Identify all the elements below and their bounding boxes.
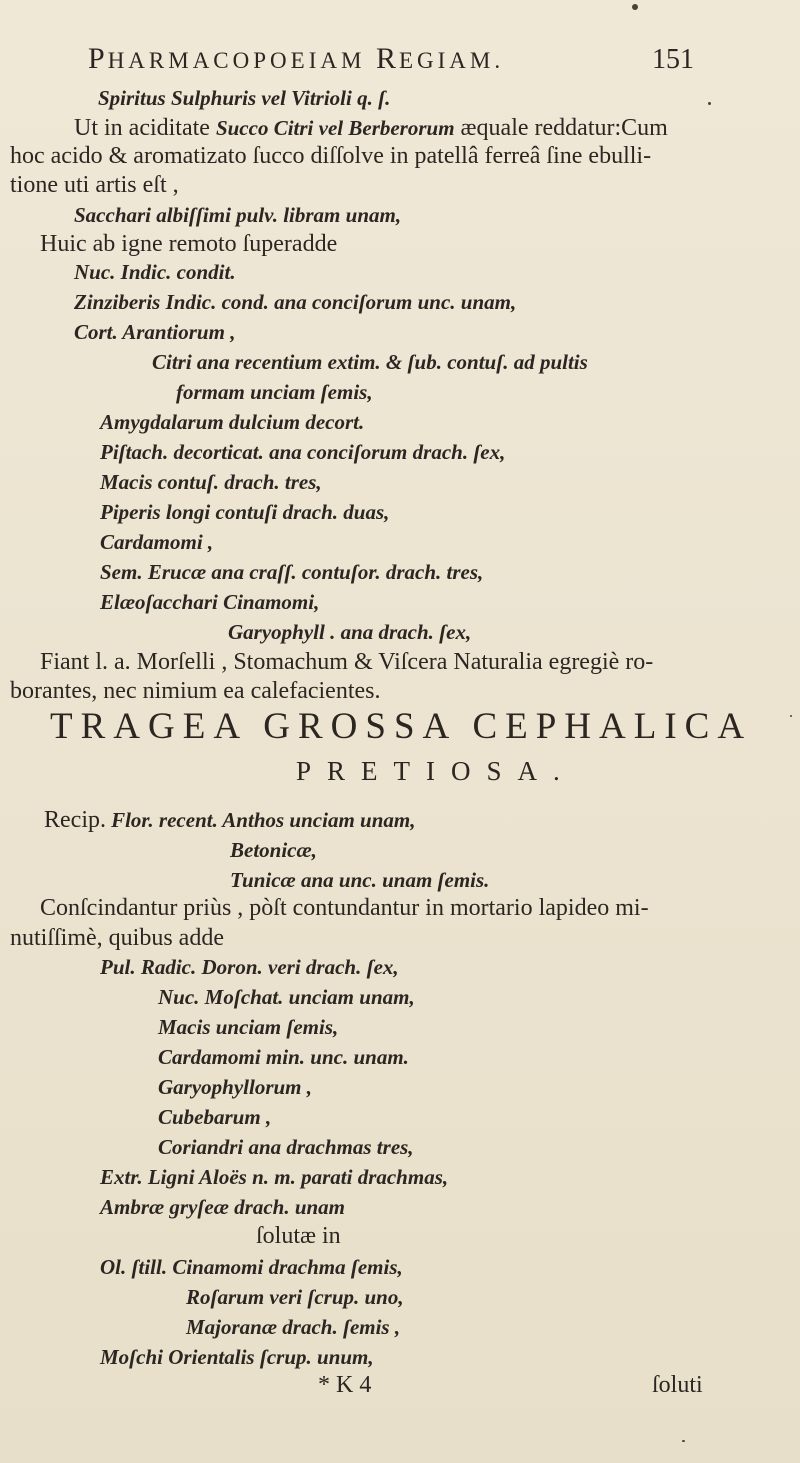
text-line: Moſchi Orientalis ſcrup. unum, xyxy=(100,1345,374,1369)
text-line: Macis contuſ. drach. tres, xyxy=(100,470,322,494)
text-line: Cubebarum , xyxy=(158,1105,272,1129)
text-line: Zinziberis Indic. cond. ana conciſorum unc. unam, xyxy=(74,290,517,314)
text-line: Roſarum veri ſcrup. uno, xyxy=(186,1285,404,1309)
text-line: borantes, nec nimium ea calefacientes. xyxy=(10,678,381,704)
text-line: Extr. Ligni Aloës n. m. parati drachmas, xyxy=(100,1165,449,1189)
text-line: Piperis longi contuſi drach. duas, xyxy=(100,500,390,524)
text-line: ſolutæ in xyxy=(256,1223,341,1249)
text-line: tione uti artis eſt , xyxy=(10,172,179,198)
text-line: Cardamomi , xyxy=(100,530,214,554)
text-line: Citri ana recentium extim. & ſub. contuſ. ad pultis xyxy=(152,350,588,374)
running-head-initial-2: R xyxy=(375,42,399,75)
text-line: Coriandri ana drachmas tres, xyxy=(158,1135,414,1159)
section-subtitle: PRETIOSA. xyxy=(296,756,576,786)
text-line: Macis unciam ſemis, xyxy=(158,1015,339,1039)
signature-mark: * K 4 xyxy=(318,1372,372,1398)
running-head-initial-1: P xyxy=(88,42,108,75)
text-line: Majoranæ drach. ſemis , xyxy=(186,1315,401,1339)
text-line: Piſtach. decorticat. ana conciſorum drach. ſex, xyxy=(100,440,506,464)
text-line: Recip. Flor. recent. Anthos unciam unam, xyxy=(44,807,416,833)
running-head xyxy=(88,44,504,74)
text-line: Ut in aciditate Succo Citri vel Berberorum æquale reddatur:Cum xyxy=(74,115,668,141)
running-head-smallcaps-1: HARMACOPOEIAM xyxy=(107,48,366,73)
ink-speck xyxy=(632,4,638,10)
text-line: Sem. Erucæ ana craſſ. contuſor. drach. tres, xyxy=(100,560,484,584)
page-number: 151 xyxy=(652,44,694,75)
ink-speck xyxy=(708,102,711,105)
text-line: nutiſſimè, quibus adde xyxy=(10,925,224,951)
section-title: TRAGEA GROSSA CEPHALICA xyxy=(50,706,753,747)
running-head-smallcaps-2: EGIAM. xyxy=(398,48,505,73)
text-line: Ol. ſtill. Cinamomi drachma ſemis, xyxy=(100,1255,403,1279)
text-line: Amygdalarum dulcium decort. xyxy=(100,410,365,434)
text-line: Elæoſacchari Cinamomi, xyxy=(100,590,320,614)
text-line: Ambræ gryſeæ drach. unam xyxy=(100,1195,346,1219)
text-line: Garyophyll . ana drach. ſex, xyxy=(228,620,472,644)
text-line: Tunicæ ana unc. unam ſemis. xyxy=(230,868,490,892)
text-line: Betonicæ, xyxy=(230,838,317,862)
text-line: Conſcindantur priùs , pòſt contundantur in mortario lapideo mi- xyxy=(40,895,649,921)
text-line: Nuc. Indic. condit. xyxy=(74,260,236,284)
text-line: formam unciam ſemis, xyxy=(176,380,373,404)
text-line: Pul. Radic. Doron. veri drach. ſex, xyxy=(100,955,399,979)
catchword: ſoluti xyxy=(652,1372,703,1398)
text-line: Sacchari albiſſimi pulv. libram unam, xyxy=(74,203,402,227)
text-line: Fiant l. a. Morſelli , Stomachum & Viſcera Naturalia egregiè ro- xyxy=(40,649,654,675)
ink-speck xyxy=(682,1440,685,1442)
text-line: Spiritus Sulphuris vel Vitrioli q. ſ. xyxy=(98,86,391,110)
text-line: Nuc. Moſchat. unciam unam, xyxy=(158,985,415,1009)
text-line: Cardamomi min. unc. unam. xyxy=(158,1045,409,1069)
text-line: Garyophyllorum , xyxy=(158,1075,313,1099)
text-line: hoc acido & aromatizato ſucco diſſolve in patellâ ferreâ ſine ebulli- xyxy=(10,143,652,169)
ink-speck xyxy=(790,715,792,717)
text-line: Huic ab igne remoto ſuperadde xyxy=(40,231,338,257)
text-line: Cort. Arantiorum , xyxy=(74,320,236,344)
